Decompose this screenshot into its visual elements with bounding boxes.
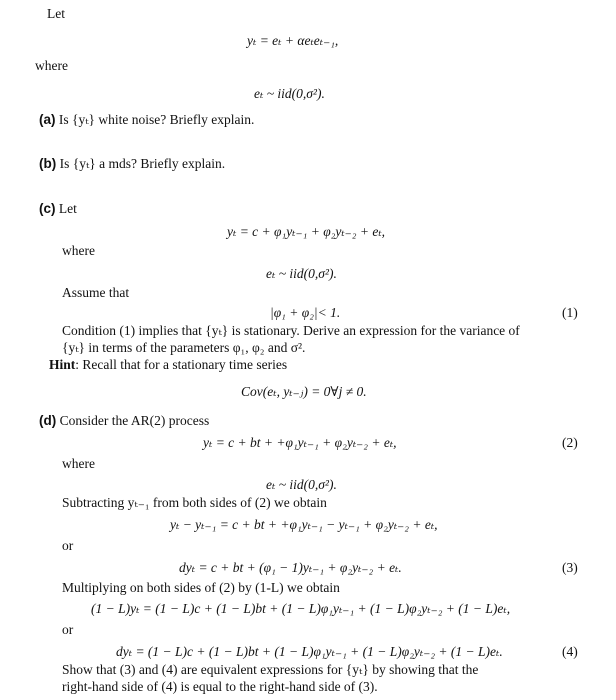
- part-c-let: Let: [58, 201, 77, 216]
- multiply-text: Multiplying on both sides of (2) by (1-L) we obtain: [62, 580, 340, 595]
- ar2-trend-equation: yₜ = c + bt + +φ₁yₜ₋₁ + φ₂yₜ₋₂ + eₜ,: [203, 435, 397, 450]
- equation-number-4: (4): [562, 644, 578, 659]
- part-a-text: Is {yₜ} white noise? Briefly explain.: [58, 112, 255, 127]
- multiply-equation: (1 − L)yₜ = (1 − L)c + (1 − L)bt + (1 − L)φ₁yₜ₋₁ + (1 − L)φ₂yₜ₋₂ + (1 − L)eₜ,: [91, 601, 511, 616]
- part-b-text: Is {yₜ} a mds? Briefly explain.: [59, 156, 226, 171]
- equation-number-3: (3): [562, 560, 578, 575]
- or-label-1: or: [62, 538, 74, 553]
- assume-text: Assume that: [62, 285, 130, 300]
- part-c-text-2: {yₜ} in terms of the parameters φ₁, φ₂ and σ².: [62, 340, 306, 355]
- subtract-text: Subtracting yₜ₋₁ from both sides of (2) we obtain: [62, 495, 327, 510]
- part-b-label: (b): [39, 156, 57, 171]
- intro-let: Let: [47, 6, 65, 21]
- model-equation: yₜ = eₜ + αeₜeₜ₋₁,: [247, 33, 339, 48]
- part-c: [39, 201, 77, 217]
- part-a-label: (a): [39, 112, 56, 127]
- show-text-1: Show that (3) and (4) are equivalent expressions for {yₜ} by showing that the: [62, 662, 479, 677]
- part-d-text: Consider the AR(2) process: [59, 413, 210, 428]
- hint-text: : Recall that for a stationary time series: [75, 357, 288, 372]
- equation-4: dyₜ = (1 − L)c + (1 − L)bt + (1 − L)φ₁yₜ₋₁ + (1 − L)φ₂yₜ₋₂ + (1 − L)eₜ.: [116, 644, 503, 659]
- part-c-iid-equation: eₜ ~ iid(0,σ²).: [266, 266, 337, 281]
- equation-3: dyₜ = c + bt + (φ₁ − 1)yₜ₋₁ + φ₂yₜ₋₂ + eₜ.: [179, 560, 402, 575]
- equation-number-1: (1): [562, 305, 578, 320]
- condition-equation: |φ₁ + φ₂|< 1.: [270, 305, 341, 320]
- part-d-where: where: [62, 456, 95, 471]
- iid-equation: eₜ ~ iid(0,σ²).: [254, 86, 325, 101]
- hint: [49, 357, 287, 373]
- subtract-equation: yₜ − yₜ₋₁ = c + bt + +φ₁yₜ₋₁ − yₜ₋₁ + φ₂yₜ₋₂ + eₜ,: [170, 517, 438, 532]
- cov-equation: Cov(eₜ, yₜ₋ⱼ) = 0∀j ≠ 0.: [241, 384, 367, 399]
- equation-number-2: (2): [562, 435, 578, 450]
- part-c-text-1: Condition (1) implies that {yₜ} is stationary. Derive an expression for the variance of: [62, 323, 520, 338]
- part-c-where: where: [62, 243, 95, 258]
- hint-label: Hint: [49, 357, 76, 372]
- part-a: [39, 112, 254, 128]
- show-text-2: right-hand side of (4) is equal to the right-hand side of (3).: [62, 679, 378, 694]
- or-label-2: or: [62, 622, 74, 637]
- part-d: [39, 413, 209, 429]
- ar2-equation: yₜ = c + φ₁yₜ₋₁ + φ₂yₜ₋₂ + eₜ,: [227, 224, 386, 239]
- part-c-label: (c): [39, 201, 56, 216]
- part-b: [39, 156, 225, 172]
- part-d-label: (d): [39, 413, 57, 428]
- where-label: where: [35, 58, 68, 73]
- part-d-iid-equation: eₜ ~ iid(0,σ²).: [266, 477, 337, 492]
